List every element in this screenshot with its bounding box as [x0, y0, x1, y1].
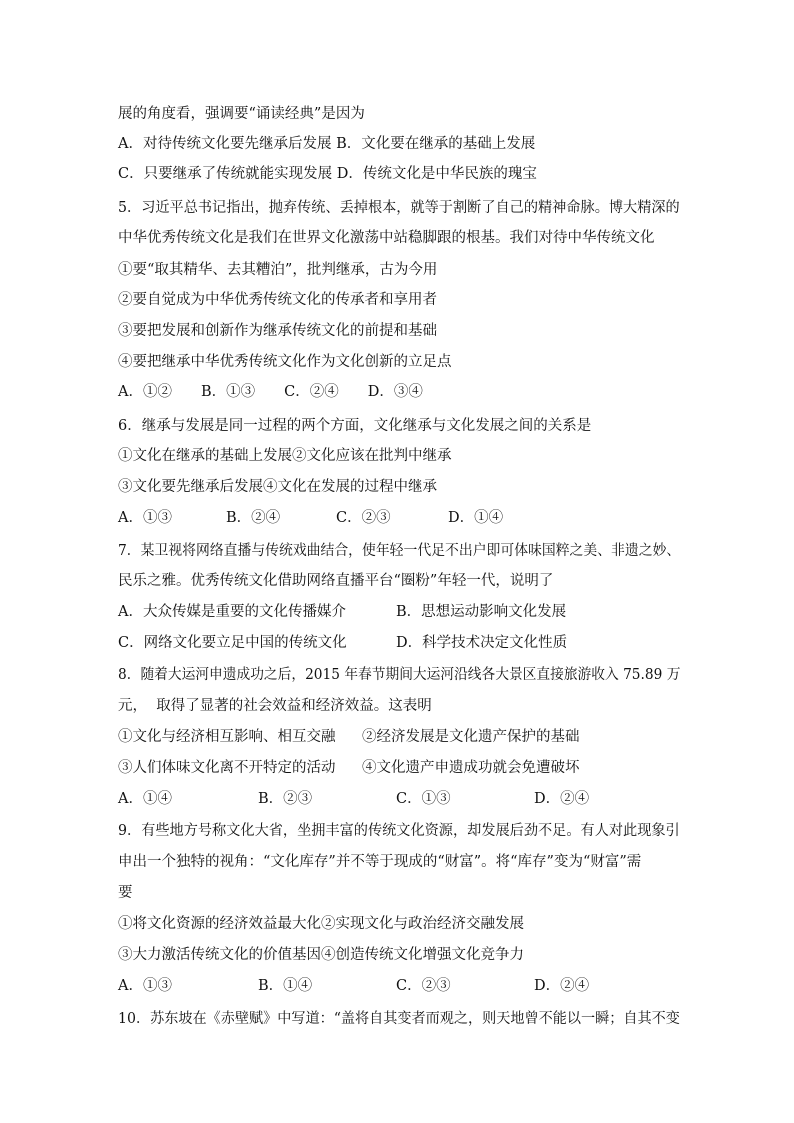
q4-stem-tail: 展的角度看，强调要“诵读经典”是因为	[118, 106, 365, 122]
q8-statements-12	[118, 727, 678, 747]
q8-statement-4: ④文化遗产申遗成功就会免遭破坏	[362, 760, 580, 776]
q5-stem-line2: 中华优秀传统文化是我们在世界文化激荡中站稳脚跟的根基。我们对待中华传统文化	[118, 230, 655, 246]
q6-option-b: B．②④	[226, 510, 281, 526]
q9-stem-line1: 9．有些地方号称文化大省，坐拥丰富的传统文化资源，却发展后劲不足。有人对此现象引	[118, 823, 680, 839]
q5-statement-1: ①要“取其精华、去其糟泊”，批判继承，古为今用	[118, 262, 438, 278]
q8-option-b: B．②③	[258, 791, 313, 807]
q9-statement-34: ③大力激活传统文化的价值基因④创造传统文化增强文化竞争力	[118, 947, 524, 963]
q5-stem-line1: 5．习近平总书记指出，抛弃传统、丢掉根本，就等于割断了自己的精神命脉。博大精深的	[118, 200, 680, 216]
q7-option-a: A．大众传媒是重要的文化传播媒介	[118, 604, 346, 620]
q9-option-b: B．①④	[258, 978, 313, 994]
q8-option-d: D．②④	[534, 791, 590, 807]
q8-statement-3: ③人们体味文化离不开特定的活动	[118, 760, 336, 776]
q7-options-ab	[118, 602, 678, 622]
q6-statement-12: ①文化在继承的基础上发展②文化应该在批判中继承	[118, 448, 452, 464]
q8-statement-1: ①文化与经济相互影响、相互交融	[118, 729, 336, 745]
q6-statement-34: ③文化要先继承后发展④文化在发展的过程中继承	[118, 479, 437, 495]
q9-option-d: D．②④	[534, 978, 590, 994]
q6-option-d: D．①④	[448, 510, 504, 526]
q8-stem-line2: 元， 取得了显著的社会效益和经济效益。这表明	[118, 698, 432, 714]
q7-option-b: B．思想运动影响文化发展	[396, 604, 567, 620]
q10-stem-line1: 10．苏东坡在《赤壁赋》中写道：“盖将自其变者而观之，则天地曾不能以一瞬；自其不变	[118, 1011, 680, 1027]
q8-options	[118, 789, 678, 809]
q4-options-ab: A．对待传统文化要先继承后发展 B．文化要在继承的基础上发展	[118, 136, 536, 152]
q5-statement-4: ④要把继承中华优秀传统文化作为文化创新的立足点	[118, 354, 452, 370]
q9-option-c: C．②③	[396, 978, 451, 994]
q9-option-a: A．①③	[118, 978, 172, 994]
q5-options: A．①② B．①③ C．②④ D．③④	[118, 384, 423, 400]
q6-option-c: C．②③	[336, 510, 391, 526]
q6-option-a: A．①③	[118, 510, 172, 526]
q5-statement-3: ③要把发展和创新作为继承传统文化的前提和基础	[118, 323, 437, 339]
q6-options	[118, 508, 678, 528]
q9-statement-12: ①将文化资源的经济效益最大化②实现文化与政治经济交融发展	[118, 916, 524, 932]
q8-statement-2: ②经济发展是文化遗产保护的基础	[362, 729, 580, 745]
q4-options-cd: C．只要继承了传统就能实现发展 D．传统文化是中华民族的瑰宝	[118, 166, 537, 182]
q7-option-d: D．科学技术决定文化性质	[396, 635, 568, 651]
q7-stem-line2: 民乐之雅。优秀传统文化借助网络直播平台“圈粉”年轻一代，说明了	[118, 573, 554, 589]
q7-stem-line1: 7．某卫视将网络直播与传统戏曲结合，使年轻一代足不出户即可体味国粹之美、非遗之妙、	[118, 543, 681, 559]
q8-option-c: C．①③	[396, 791, 451, 807]
q7-options-cd	[118, 633, 678, 653]
q7-option-c: C．网络文化要立足中国的传统文化	[118, 635, 347, 651]
q9-stem-line2: 申出一个独特的视角：“文化库存”并不等于现成的“财富”。将“库存”变为“财富”需	[118, 854, 642, 870]
q8-statements-34	[118, 758, 678, 778]
q5-statement-2: ②要自觉成为中华优秀传统文化的传承者和享用者	[118, 292, 437, 308]
q9-options	[118, 976, 678, 996]
q9-stem-line3: 要	[118, 885, 133, 901]
q8-option-a: A．①④	[118, 791, 172, 807]
q6-stem: 6．继承与发展是同一过程的两个方面，文化继承与文化发展之间的关系是	[118, 418, 592, 434]
q8-stem-line1: 8．随着大运河申遗成功之后，2015 年春节期间大运河沿线各大景区直接旅游收入 75.89 万	[118, 667, 681, 683]
